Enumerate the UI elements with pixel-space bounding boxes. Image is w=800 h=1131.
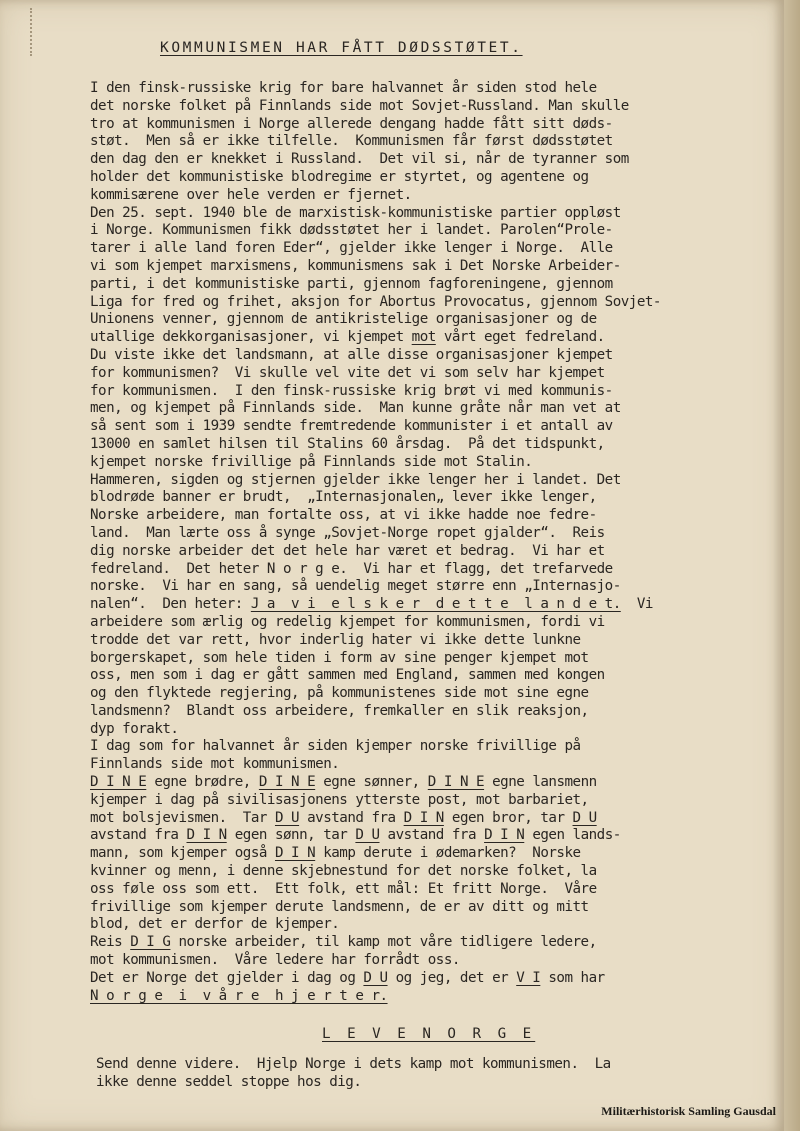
body-line: N o r g e i v å r e h j e r t e r. — [90, 987, 388, 1004]
body-line: landsmenn? Blandt oss arbeidere, fremkaller en slik reaksjon, — [90, 702, 589, 719]
body-line: oss, men som i dag er gått sammen med England, sammen med kongen — [90, 667, 605, 684]
body-line: Finnlands side mot kommunismen. — [90, 756, 340, 773]
body-line: mann, som kjemper også D I N kamp derute i ødemarken? Norske — [90, 845, 581, 862]
closing-slogan: L E V E N O R G E — [322, 1026, 536, 1042]
body-line: norske. Vi har en sang, så uendelig meget større enn „Internasjo- — [90, 578, 621, 595]
body-line: I den finsk-russiske krig for bare halvannet år siden stod hele — [90, 80, 597, 96]
body-line: mot kommunismen. Våre ledere har forrådt oss. — [90, 952, 460, 969]
body-line: og den flyktede regjering, på kommunistenes side mot sine egne — [90, 685, 589, 702]
body-line: tarer i alle land foren Eder“, gjelder ikke lenger i Norge. Alle — [90, 240, 613, 257]
body-line: for kommunismen? Vi skulle vel vite det vi som selv har kjempet — [90, 364, 605, 381]
body-line: mot bolsjevismen. Tar D U avstand fra D I N egen bror, tar D U — [90, 809, 597, 826]
body-line: Norske arbeidere, man fortalte oss, at vi ikke hadde noe fedre- — [90, 507, 597, 524]
body-line: dig norske arbeider det det hele har været et bedrag. Vi har et — [90, 542, 605, 559]
paper-edge-mark — [30, 8, 46, 56]
body-line: borgerskapet, som hele tiden i form av sine penger kjempet mot — [90, 649, 589, 666]
body-line: kjempet norske frivillige på Finnlands side mot Stalin. — [90, 453, 533, 470]
body-line: parti, i det kommunistiske parti, gjennom fagforeningene, gjennom — [90, 275, 613, 292]
body-line: men, og kjempet på Finnlands side. Man kunne gråte når man vet at — [90, 400, 621, 417]
body-line: nalen“. Den heter: J a v i e l s k e r d e t t e l a n d e t. Vi — [90, 596, 653, 613]
body-line: Unionens venner, gjennom de antikristelige organisasjoner og de — [90, 311, 597, 328]
body-line: utallige dekkorganisasjoner, vi kjempet mot vårt eget fedreland. — [90, 329, 605, 346]
body-line: I dag som for halvannet år siden kjemper norske frivillige på — [90, 738, 581, 755]
body-line: D I N E egne brødre, D I N E egne sønner, D I N E egne lansmenn — [90, 774, 597, 791]
body-line: kvinner og menn, i denne skjebnestund for det norske folket, la — [90, 863, 597, 880]
body-line: trodde det var rett, hvor inderlig hater vi ikke dette lunkne — [90, 631, 581, 648]
body-line: tro at kommunismen i Norge allerede dengang hadde fått sitt døds- — [90, 115, 613, 132]
body-line: Du viste ikke det landsmann, at alle disse organisasjoner kjempet — [90, 346, 613, 363]
body-line: støt. Men så er ikke tilfelle. Kommunismen får først dødsstøtet — [90, 133, 613, 150]
document-title: KOMMUNISMEN HAR FÅTT DØDSSTØTET. — [160, 40, 523, 56]
document-body — [90, 80, 710, 1005]
body-line: for kommunismen. I den finsk-russiske krig brøt vi med kommunis- — [90, 382, 613, 399]
archive-watermark: Militærhistorisk Samling Gausdal — [601, 1104, 776, 1118]
footer-line: Send denne videre. Hjelp Norge i dets kamp mot kommunismen. La — [96, 1056, 611, 1072]
body-line: vi som kjempet marxismens, kommunismens sak i Det Norske Arbeider- — [90, 257, 621, 274]
body-line: Liga for fred og frihet, aksjon for Abortus Provocatus, gjennom Sovjet- — [90, 293, 661, 310]
body-line: Hammeren, sigden og stjernen gjelder ikke lenger her i landet. Det — [90, 471, 621, 488]
body-line: Reis D I G norske arbeider, til kamp mot våre tidligere ledere, — [90, 934, 597, 951]
body-line: kjemper i dag på sivilisasjonens ytterste post, mot barbariet, — [90, 791, 589, 808]
document-footer — [96, 1056, 716, 1092]
body-line: land. Man lærte oss å synge „Sovjet-Norge ropet gjalder“. Reis — [90, 524, 605, 541]
page-edge-shadow — [784, 0, 800, 1131]
body-line: den dag den er knekket i Russland. Det vil si, når de tyranner som — [90, 151, 629, 168]
body-line: fedreland. Det heter N o r g e. Vi har et flagg, det trefarvede — [90, 560, 613, 577]
body-line: arbeidere som ærlig og redelig kjempet for kommunismen, fordi vi — [90, 613, 605, 630]
body-line: blod, det er derfor de kjemper. — [90, 916, 340, 933]
body-line: holder det kommunistiske blodregime er styrtet, og agentene og — [90, 168, 589, 185]
body-line: 13000 en samlet hilsen til Stalins 60 årsdag. På det tidspunkt, — [90, 435, 605, 452]
footer-line: ikke denne seddel stoppe hos dig. — [96, 1073, 362, 1090]
body-line: avstand fra D I N egen sønn, tar D U avstand fra D I N egen lands- — [90, 827, 621, 844]
body-line: blodrøde banner er brudt, „Internasjonalen„ lever ikke lenger, — [90, 489, 597, 506]
body-line: frivillige som kjemper derute landsmenn, de er av ditt og mitt — [90, 898, 589, 915]
body-line: Det er Norge det gjelder i dag og D U og jeg, det er V I som har — [90, 969, 605, 986]
body-line: det norske folket på Finnlands side mot Sovjet-Russland. Man skulle — [90, 97, 629, 114]
body-line: så sent som i 1939 sendte fremtredende kommunister i et antall av — [90, 418, 613, 435]
body-line: Den 25. sept. 1940 ble de marxistisk-kommunistiske partier oppløst — [90, 204, 621, 221]
body-line: dyp forakt. — [90, 720, 179, 737]
body-line: oss føle oss som ett. Ett folk, ett mål: Et fritt Norge. Våre — [90, 880, 597, 897]
body-line: kommisærene over hele verden er fjernet. — [90, 186, 412, 203]
body-line: i Norge. Kommunismen fikk dødsstøtet her i landet. Parolen“Prole- — [90, 222, 613, 239]
